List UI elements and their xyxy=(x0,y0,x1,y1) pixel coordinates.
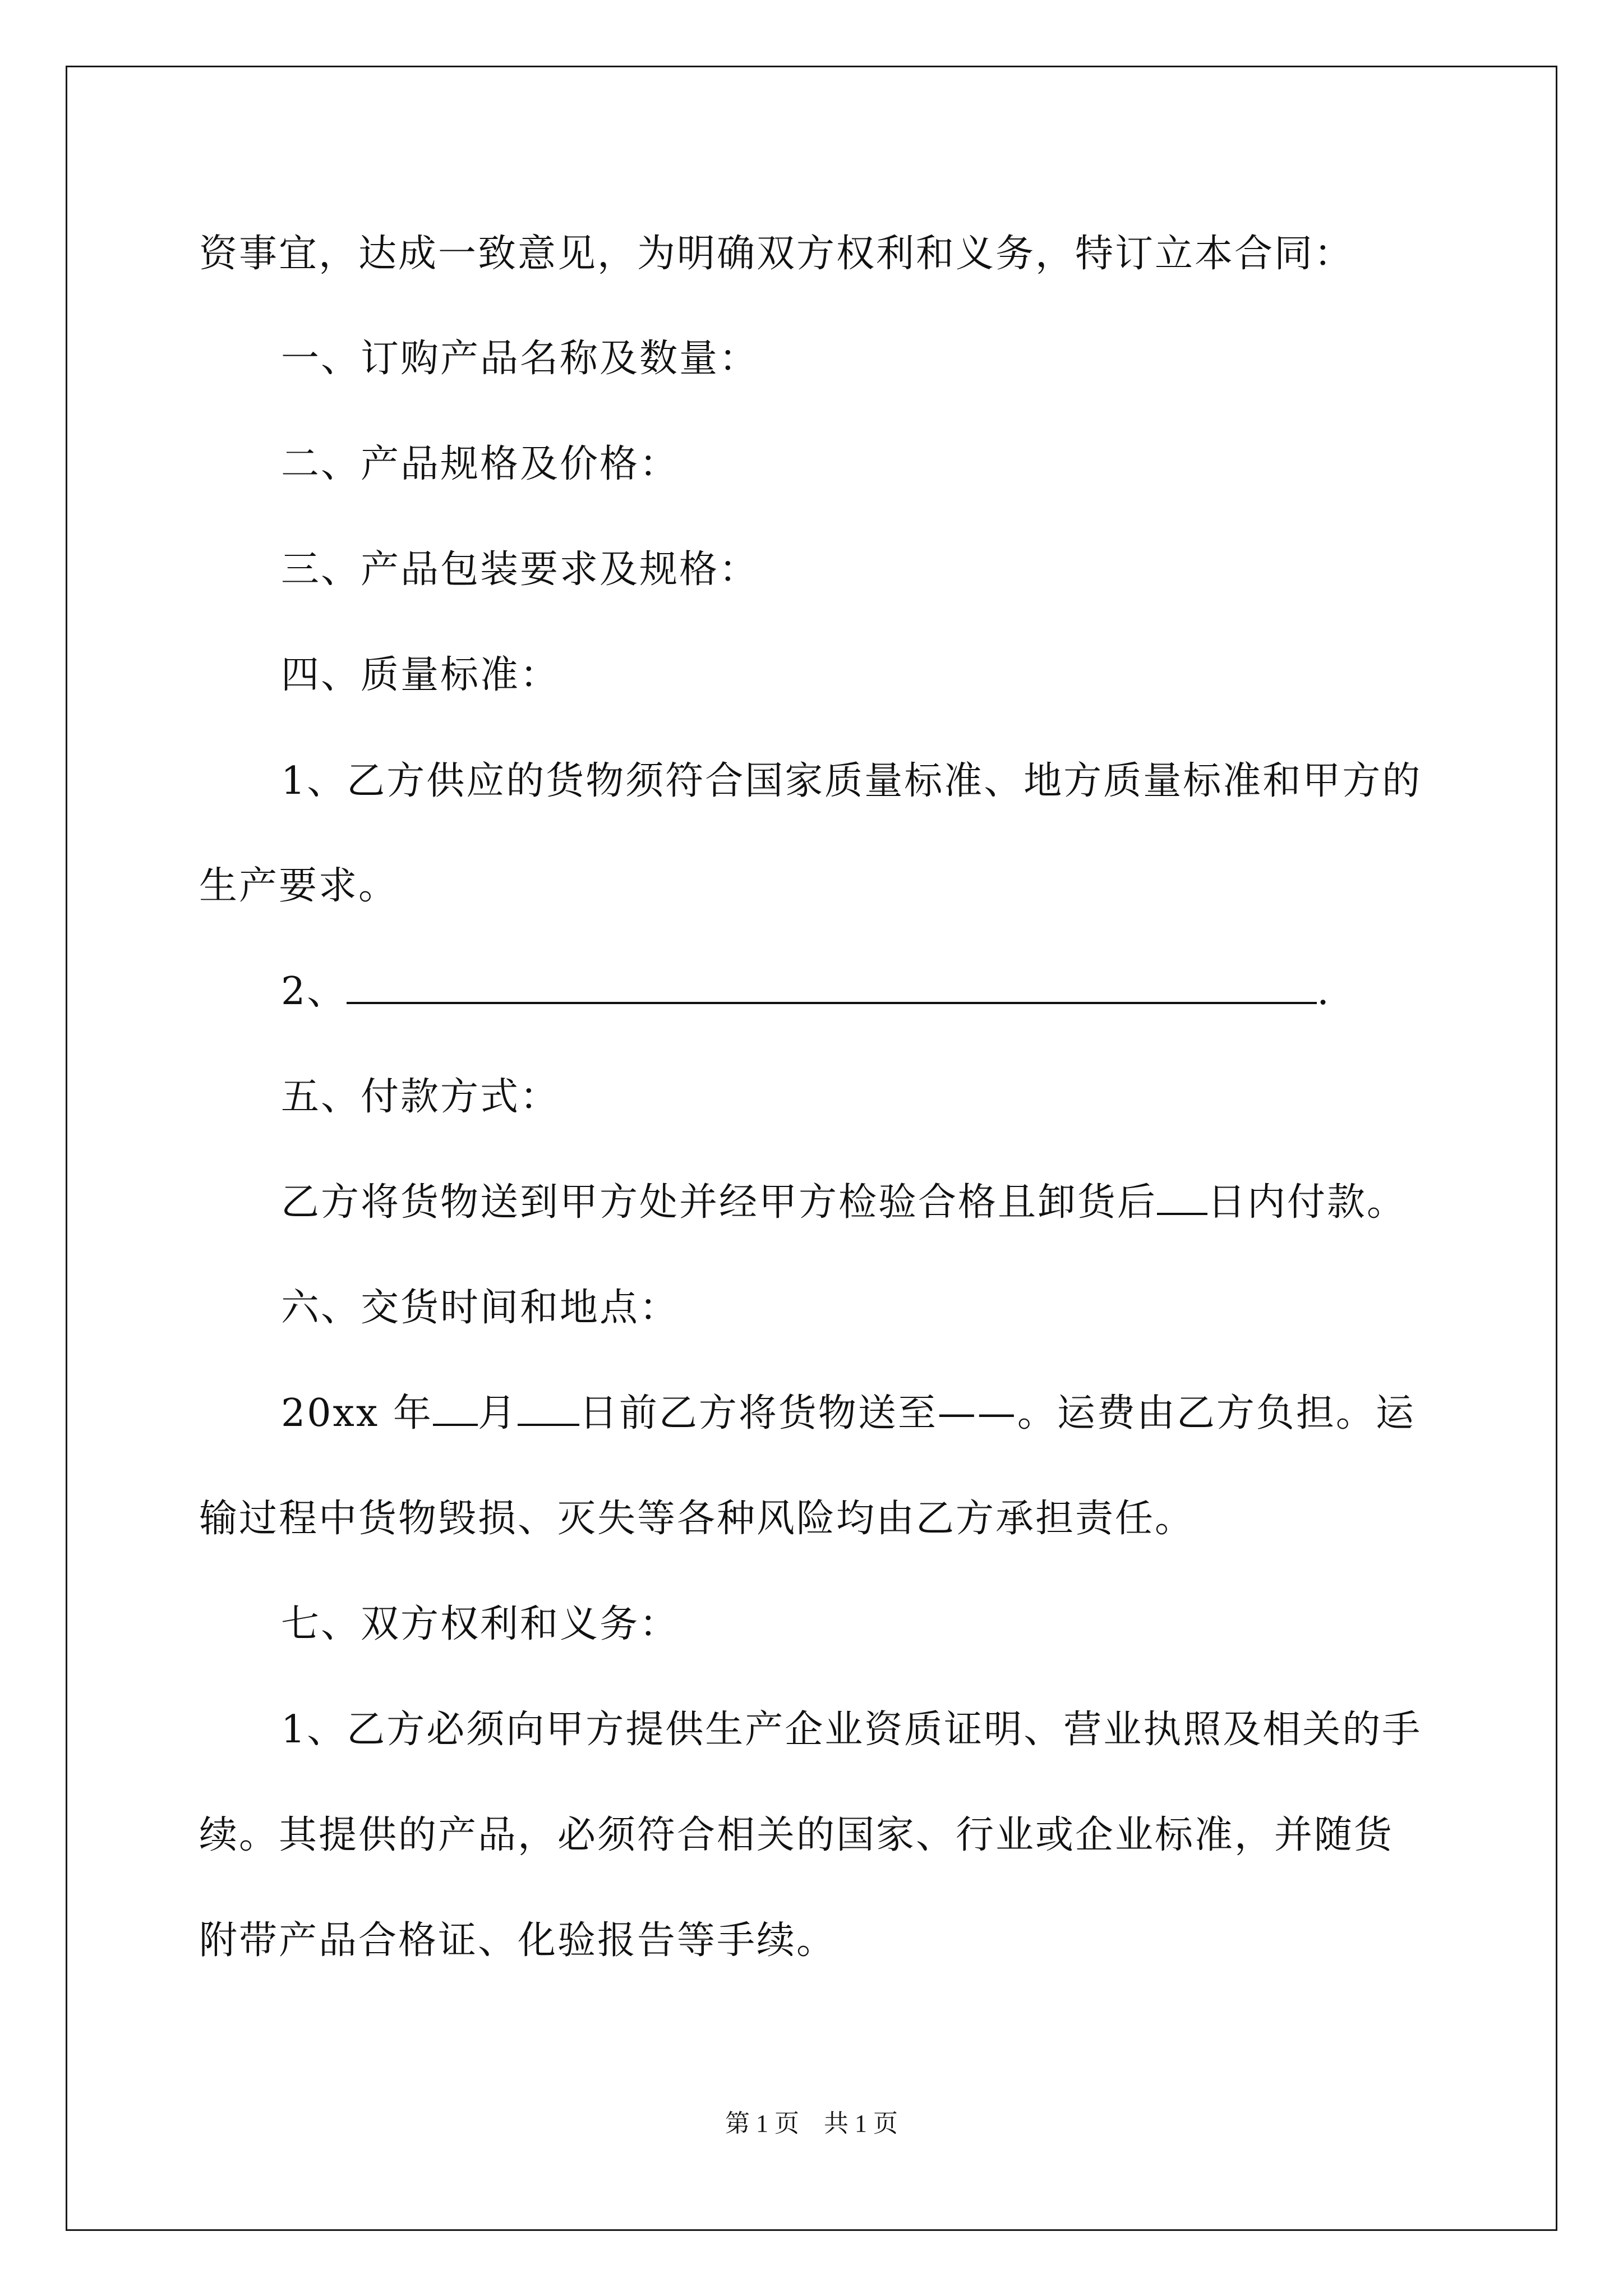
paragraph-line: 附带产品合格证、化验报告等手续。 xyxy=(199,1918,837,1963)
section-heading: 四、质量标准： xyxy=(281,653,560,697)
payment-text-end: 日内付款。 xyxy=(1207,1180,1407,1225)
paragraph-line: 输过程中货物毁损、灭失等各种风险均由乙方承担责任。 xyxy=(199,1497,1195,1541)
paragraph-line: 1、乙方供应的货物须符合国家质量标准、地方质量标准和甲方的 xyxy=(281,759,1422,803)
page-border xyxy=(66,66,1557,2231)
fill-blank xyxy=(433,1395,478,1426)
fill-blank xyxy=(1157,1184,1207,1215)
section-heading: 三、产品包装要求及规格： xyxy=(281,547,759,592)
paragraph-line xyxy=(281,1180,1407,1225)
delivery-text: 日前乙方将货物送至——。运费由乙方负担。运 xyxy=(579,1391,1415,1435)
date-month: 月 xyxy=(477,1391,518,1435)
clause-number: 2、 xyxy=(281,969,347,1014)
date-year: 20xx 年 xyxy=(281,1391,433,1435)
paragraph-line xyxy=(281,1391,1415,1436)
paragraph-line: 资事宜，达成一致意见，为明确双方权利和义务，特订立本合同： xyxy=(199,232,1354,276)
fill-blank xyxy=(347,973,1317,1004)
section-heading: 二、产品规格及价格： xyxy=(281,442,680,486)
clause-end: . xyxy=(1317,969,1331,1014)
blank-clause-line xyxy=(281,969,1331,1014)
section-heading: 一、订购产品名称及数量： xyxy=(281,337,759,381)
paragraph-line: 1、乙方必须向甲方提供生产企业资质证明、营业执照及相关的手 xyxy=(281,1708,1422,1752)
fill-blank xyxy=(518,1395,579,1426)
page-footer: 第 1 页 共 1 页 xyxy=(725,2110,898,2137)
paragraph-line: 生产要求。 xyxy=(199,864,399,908)
section-heading: 六、交货时间和地点： xyxy=(281,1286,680,1330)
section-heading: 五、付款方式： xyxy=(281,1075,560,1119)
payment-text: 乙方将货物送到甲方处并经甲方检验合格且卸货后 xyxy=(281,1180,1158,1225)
section-heading: 七、双方权利和义务： xyxy=(281,1602,680,1646)
paragraph-line: 续。其提供的产品，必须符合相关的国家、行业或企业标准，并随货 xyxy=(199,1813,1394,1857)
